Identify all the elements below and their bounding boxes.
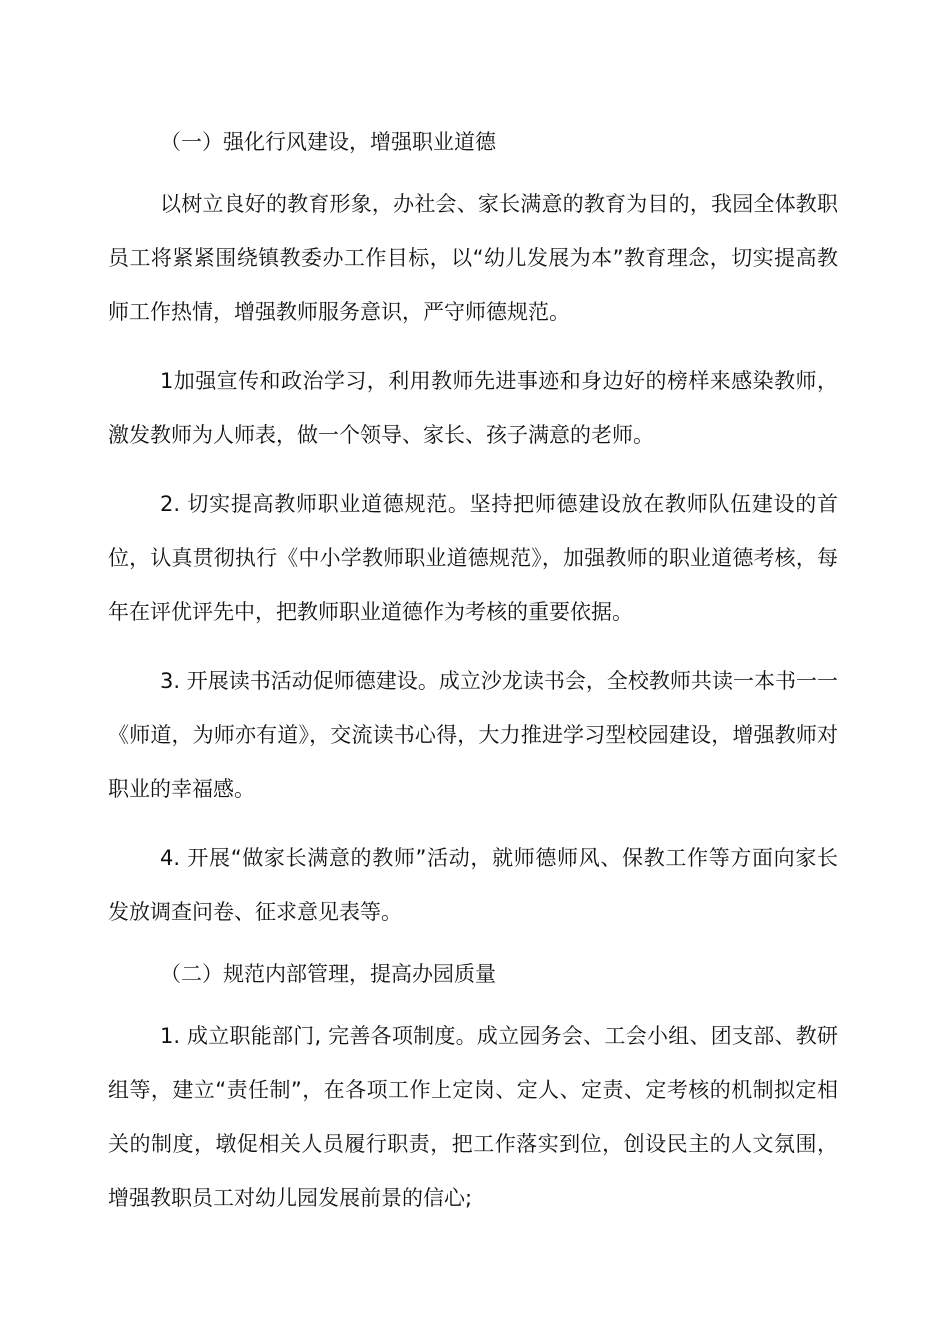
section-1-paragraph-3: 2. 切实提高教师职业道德规范。坚持把师德建设放在教师队伍建设的首位，认真贯彻执行《中小学教师职业道德规范》，加强教师的职业道德考核，每年在评优评先中，把教师职业道德作为考核的重要依据。 [108,492,838,624]
section-1-paragraph-4: 3. 开展读书活动促师德建设。成立沙龙读书会，全校教师共读一本书一一《师道，为师亦有道》，交流读书心得，大力推进学习型校园建设，增强教师对职业的幸福感。 [108,669,838,801]
section-1-paragraph-2: 1加强宣传和政治学习，利用教师先进事迹和身边好的榜样来感染教师，激发教师为人师表，做一个领导、家长、孩子满意的老师。 [108,369,838,447]
section-2-paragraph-1: 1. 成立职能部门, 完善各项制度。成立园务会、工会小组、团支部、教研组等，建立“责任制”，在各项工作上定岗、定人、定责、定考核的机制拟定相关的制度，墩促相关人员履行职责，把工作落实到位，创设民主的人文氛围，增强教职员工对幼儿园发展前景的信心; [108,1024,838,1210]
document-body [108,122,838,1240]
section-1-paragraph-1: 以树立良好的教育形象，办社会、家长满意的教育为目的，我园全体教职员工将紧紧围绕镇教委办工作目标，以“幼儿发展为本”教育理念，切实提高教师工作热情，增强教师服务意识，严守师德规范。 [108,192,838,324]
section-1-paragraph-5: 4. 开展“做家长满意的教师”活动，就师德师风、保教工作等方面向家长发放调查问卷、征求意见表等。 [108,846,838,924]
section-heading-2: （二）规范内部管理，提高办园质量 [160,962,496,986]
section-heading-1: （一）强化行风建设，增强职业道德 [160,130,496,154]
